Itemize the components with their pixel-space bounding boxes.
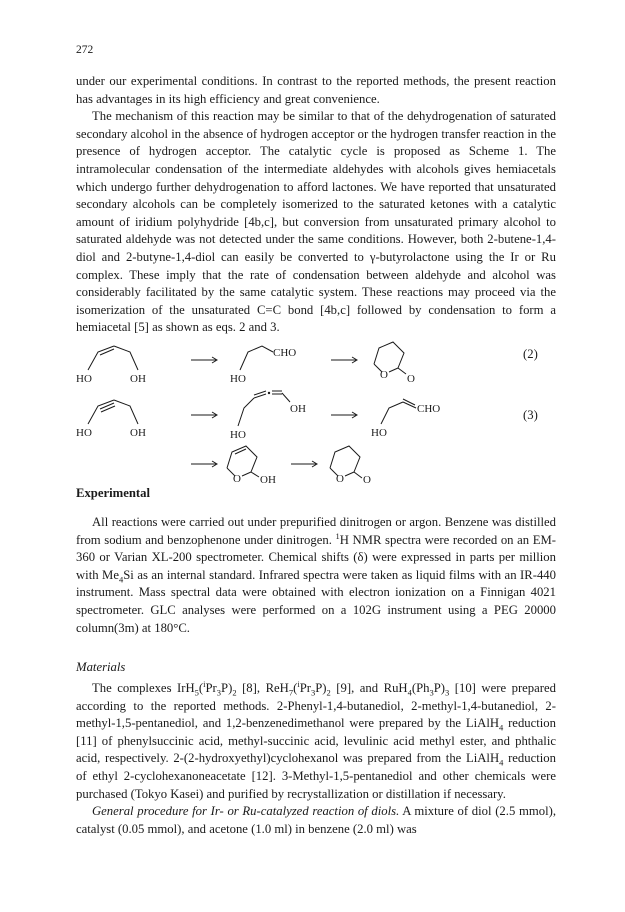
materials-text: Pr — [205, 681, 217, 695]
eq3-lactone-ring-o-label: O — [336, 473, 344, 483]
subscript: 3 — [216, 687, 222, 698]
paragraph-continuation: under our experimental conditions. In contrast to the reported methods, the present reaction has advantages in its high efficiency and great convenience. — [76, 74, 556, 106]
reaction-scheme — [76, 338, 556, 483]
eq3-oh-allene-label: OH — [290, 403, 306, 415]
subscript: 2 — [232, 687, 237, 698]
subscript: 4 — [499, 722, 504, 733]
eq3-hemiacetal-structure — [227, 446, 276, 483]
experimental-heading: Experimental — [76, 486, 151, 500]
materials-section — [76, 680, 556, 838]
eq3-arrow-3 — [191, 461, 217, 467]
experimental-text-3: Si as an internal standard. Infrared spectra were taken as liquid films with an IR-440 instrument. Mass spectral data were obtained with electron ionization on a Finnigan 4021 spectrometer. GLC analyses were performed on a 102G instrument using a PEG 20000 column(3m) at 180°C. — [76, 567, 556, 635]
subscript: 4 — [499, 757, 504, 768]
eq2-ho-label: HO — [76, 373, 92, 385]
general-procedure-heading: General procedure for Ir- or Ru-catalyzed reaction of diols. — [92, 804, 400, 819]
experimental-section — [76, 514, 556, 637]
subscript: 3 — [445, 687, 450, 698]
eq3-ho-allene-label: HO — [230, 429, 246, 441]
subscript: 5 — [194, 687, 199, 698]
eq3-ho-label: HO — [76, 427, 92, 439]
eq3-oh-label: OH — [130, 427, 146, 439]
discussion-section — [76, 73, 556, 337]
eq3-cho-label: CHO — [417, 403, 441, 415]
experimental-text-1: All reactions were carried out under prepurified dinitrogen or argon. Benzene was distilled from sodium and benzophenone under dinitrogen. — [76, 515, 556, 547]
subscript: 7 — [288, 687, 294, 698]
eq2-number: (2) — [523, 347, 538, 361]
eq3-arrow-4 — [291, 461, 317, 467]
eq2-carbonyl-o-label: O — [407, 373, 415, 385]
materials-text: reduction of ethyl 2-cyclohexanoneacetate [12]. 3-Methyl-1,5-pentanediol and other chemicals were purchased (Tokyo Kasei) and purified by recrystallization or distillation if necessary. — [76, 751, 556, 801]
eq3-allene-diol-structure — [230, 391, 306, 441]
paragraph-mechanism: The mechanism of this reaction may be similar to that of the dehydrogenation of saturated secondary alcohol in the absence of hydrogen acceptor or the hydrogen transfer reaction in the presence of hydrogen acceptor. The catalytic cycle is proposed as Scheme 1. The intramolecular condensation of the intermediate aldehydes with alcohols gives hemiacetals which undergo further dehydrogenation to afford lactones. We have reported that unsaturated secondary alcohols can be completely isomerized to the saturated ketones with a catalytic amount of iridium polyhydride [4b,c], but conversion from unsaturated primary alcohol to saturated aldehyde was not detected under the same conditions. However, both 2-butene-1,4-diol and 2-butyne-1,4-diol can easily be converted to γ-butyrolactone using the Ir or Ru complex. These imply that the rate of condensation between aldehyde and alcohol was considerably facilitated by the same catalytic system. These reactions may proceed via the isomerization of the unsaturated C=C bond [4b,c] followed by condensation to form a hemiacetal [5] as shown as eqs. 2 and 3. — [76, 109, 556, 335]
eq3-ho-enal-label: HO — [371, 427, 387, 439]
superscript: i — [297, 678, 300, 689]
materials-text: P) — [221, 681, 233, 695]
eq2-arrow-1 — [191, 357, 217, 363]
eq3-hemiacetal-ring-o-label: O — [233, 473, 241, 483]
page-number: 272 — [76, 44, 94, 56]
eq3-arrow-1 — [191, 412, 217, 418]
subscript: 3 — [310, 687, 316, 698]
eq2-cho-label: CHO — [273, 347, 297, 359]
nmr-superscript: 1 — [335, 530, 340, 541]
experimental-paragraph — [76, 514, 556, 637]
materials-text: [8], ReH — [236, 681, 289, 695]
eq3-enal-structure — [371, 399, 440, 439]
eq3-number: (3) — [523, 408, 538, 422]
general-procedure-paragraph — [76, 803, 556, 838]
materials-heading: Materials — [76, 660, 126, 674]
eq2-ho-aldehyde-label: HO — [230, 373, 246, 385]
eq2-lactone-structure — [374, 342, 415, 385]
experimental-text-2: H NMR spectra were recorded on an EM-360 or Varian XL-200 spectrometer. Chemical shifts (δ) were expressed in parts per million with Me — [76, 532, 556, 582]
eq3-hemiacetal-oh-label: OH — [260, 474, 276, 483]
general-procedure-text: A mixture of diol (2.5 mmol), catalyst (0.05 mmol), and acetone (1.0 ml) in benzene (2.0 ml) was — [76, 804, 556, 836]
me4si-subscript: 4 — [118, 574, 124, 585]
materials-text: P) — [315, 681, 327, 695]
subscript: 4 — [407, 687, 412, 698]
materials-text: ( — [293, 681, 298, 695]
subscript: 3 — [429, 687, 434, 698]
materials-text: The complexes IrH — [92, 681, 195, 695]
eq3-lactone-structure — [330, 446, 371, 483]
eq3-arrow-2 — [331, 412, 357, 418]
eq2-oh-label: OH — [130, 373, 146, 385]
reaction-scheme-svg — [76, 338, 556, 483]
subscript: 2 — [326, 687, 331, 698]
materials-text: (Ph — [411, 681, 430, 695]
eq2-ring-o-label: O — [380, 369, 388, 381]
materials-text: P) — [433, 681, 445, 695]
eq2-butenediol-structure — [76, 346, 146, 385]
materials-text: reduction [11] of phenylsuccinic acid, methyl-succinic acid, levulinic acid methyl ester, and phthalic acid, respectively. 2-(2-hydroxyethyl)cyclohexanol was prepared from the LiAlH — [76, 716, 556, 766]
eq3-butynediol-structure — [76, 400, 146, 439]
materials-text: Pr — [299, 681, 311, 695]
eq2-arrow-2 — [331, 357, 357, 363]
eq3-lactone-carbonyl-o-label: O — [363, 474, 371, 483]
eq2-hydroxyaldehyde-structure — [230, 346, 296, 385]
materials-text: [10] were prepared according to the reported methods. 2-Phenyl-1,4-butanediol, 2-methyl-1,4-butanediol, 2-methyl-1,5-pentanediol, and 1,2-benzenedimethanol were prepared by the LiAlH — [76, 681, 556, 731]
materials-text: ( — [198, 681, 204, 695]
superscript: i — [203, 678, 206, 689]
materials-text: [9], and RuH — [330, 681, 408, 695]
materials-paragraph — [76, 680, 556, 803]
